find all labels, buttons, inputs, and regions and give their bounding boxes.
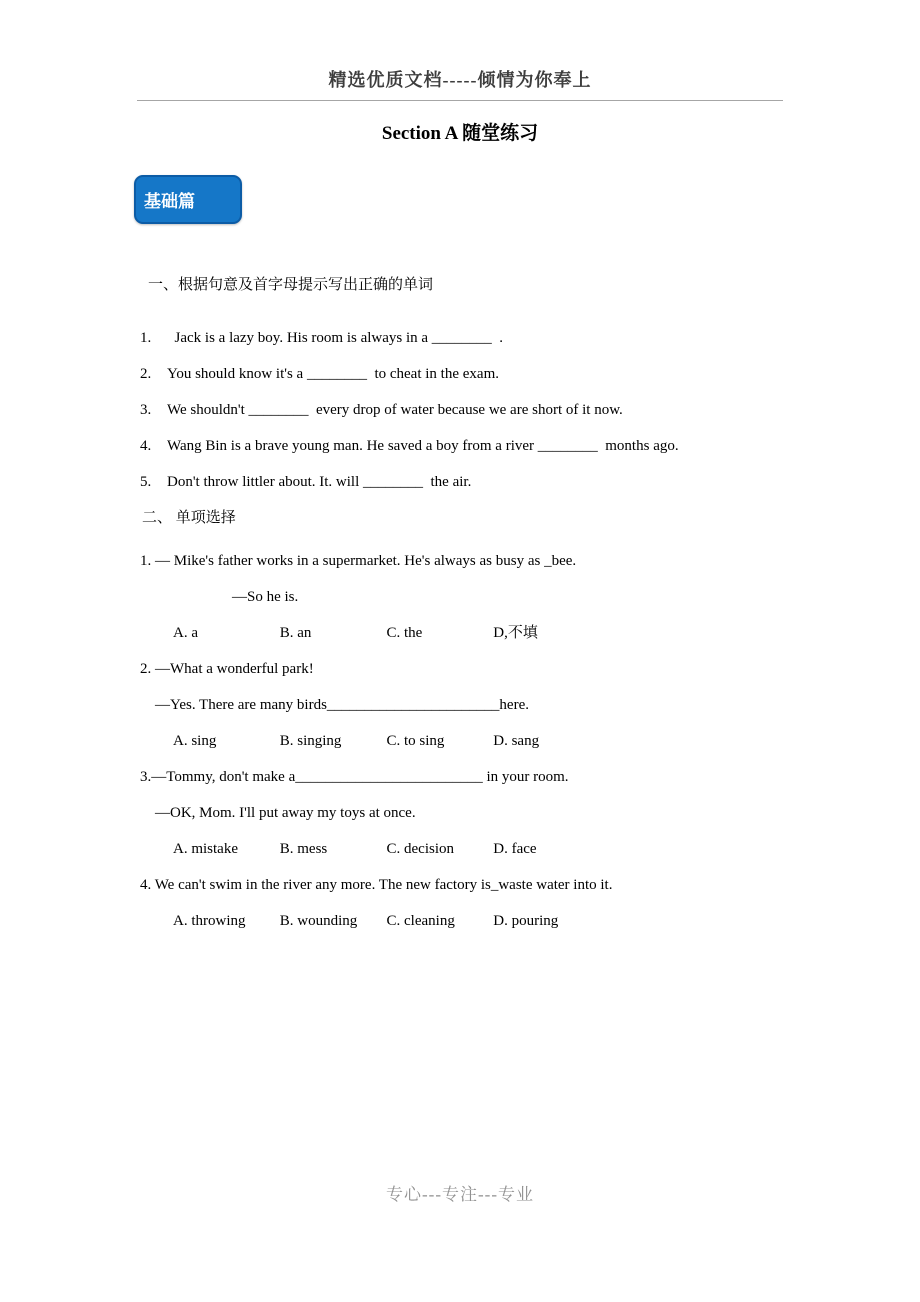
mc-question-1-line-1: 1. — Mike's father works in a supermarket. He's always as busy as _bee.: [140, 553, 577, 569]
option-a: A. sing: [173, 733, 217, 749]
item-text: You should know it's a ________ to cheat in the exam.: [167, 366, 499, 382]
mc-question-3-line-2: —OK, Mom. I'll put away my toys at once.: [155, 805, 416, 821]
fill-blank-item-4: [140, 437, 820, 456]
section1-heading: 一、根据句意及首字母提示写出正确的单词: [148, 277, 434, 293]
option-b: B. an: [279, 625, 312, 641]
option-c: C. to sing: [386, 733, 445, 749]
option-b: B. wounding: [279, 913, 358, 929]
basics-section-badge-label: 基础篇: [144, 192, 195, 211]
option-b: B. singing: [279, 733, 342, 749]
section2-heading: 二、 单项选择: [142, 510, 236, 526]
item-number: 2.: [140, 366, 152, 382]
mc-question-1-line-2: —So he is.: [232, 589, 299, 605]
mc-question-3-line-1: 3.—Tommy, don't make a_________________________ in your room.: [140, 769, 569, 785]
mc-question-2-line-1: 2. —What a wonderful park!: [140, 661, 314, 677]
item-number: 1.: [140, 330, 152, 346]
mc-question-4-line-1: 4. We can't swim in the river any more. The new factory is_waste water into it.: [140, 877, 613, 893]
option-a: A. a: [173, 625, 198, 641]
option-c: C. cleaning: [386, 913, 455, 929]
option-d: D. sang: [493, 733, 540, 749]
header-text: 精选优质文档-----倾情为你奉上: [328, 70, 592, 90]
option-d: D. face: [493, 841, 537, 857]
item-text: Wang Bin is a brave young man. He saved a boy from a river ________ months ago.: [167, 438, 679, 454]
option-a: A. throwing: [173, 913, 246, 929]
page-footer: [0, 1180, 920, 1205]
mc-question-3-options: [140, 840, 820, 859]
item-number: 5.: [140, 474, 152, 490]
item-number: 3.: [140, 402, 152, 418]
fill-blank-item-2: [140, 365, 820, 384]
item-text: We shouldn't ________ every drop of water because we are short of it now.: [167, 402, 623, 418]
item-text: Jack is a lazy boy. His room is always in a ________ .: [167, 330, 504, 346]
option-c: C. decision: [386, 841, 454, 857]
fill-blank-item-1: [140, 329, 820, 348]
option-d: D,不填: [493, 625, 538, 641]
document-body: [140, 276, 820, 948]
fill-blank-item-5: [140, 473, 820, 492]
mc-question-4-options: [140, 912, 820, 931]
item-text: Don't throw littler about. It. will ________ the air.: [167, 474, 472, 490]
option-a: A. mistake: [173, 841, 238, 857]
page-header: [0, 66, 920, 92]
fill-blank-item-3: [140, 401, 820, 420]
page-title: Section A 随堂练习: [381, 123, 539, 144]
footer-text: 专心---专注---专业: [386, 1185, 534, 1204]
option-b: B. mess: [279, 841, 328, 857]
mc-question-1-options: [140, 624, 820, 643]
header-divider: [137, 100, 783, 101]
basics-section-badge: [134, 175, 242, 224]
option-d: D. pouring: [493, 913, 559, 929]
option-c: C. the: [386, 625, 423, 641]
item-number: 4.: [140, 438, 152, 454]
mc-question-2-options: [140, 732, 820, 751]
mc-question-2-line-2: —Yes. There are many birds_______________________here.: [155, 697, 529, 713]
